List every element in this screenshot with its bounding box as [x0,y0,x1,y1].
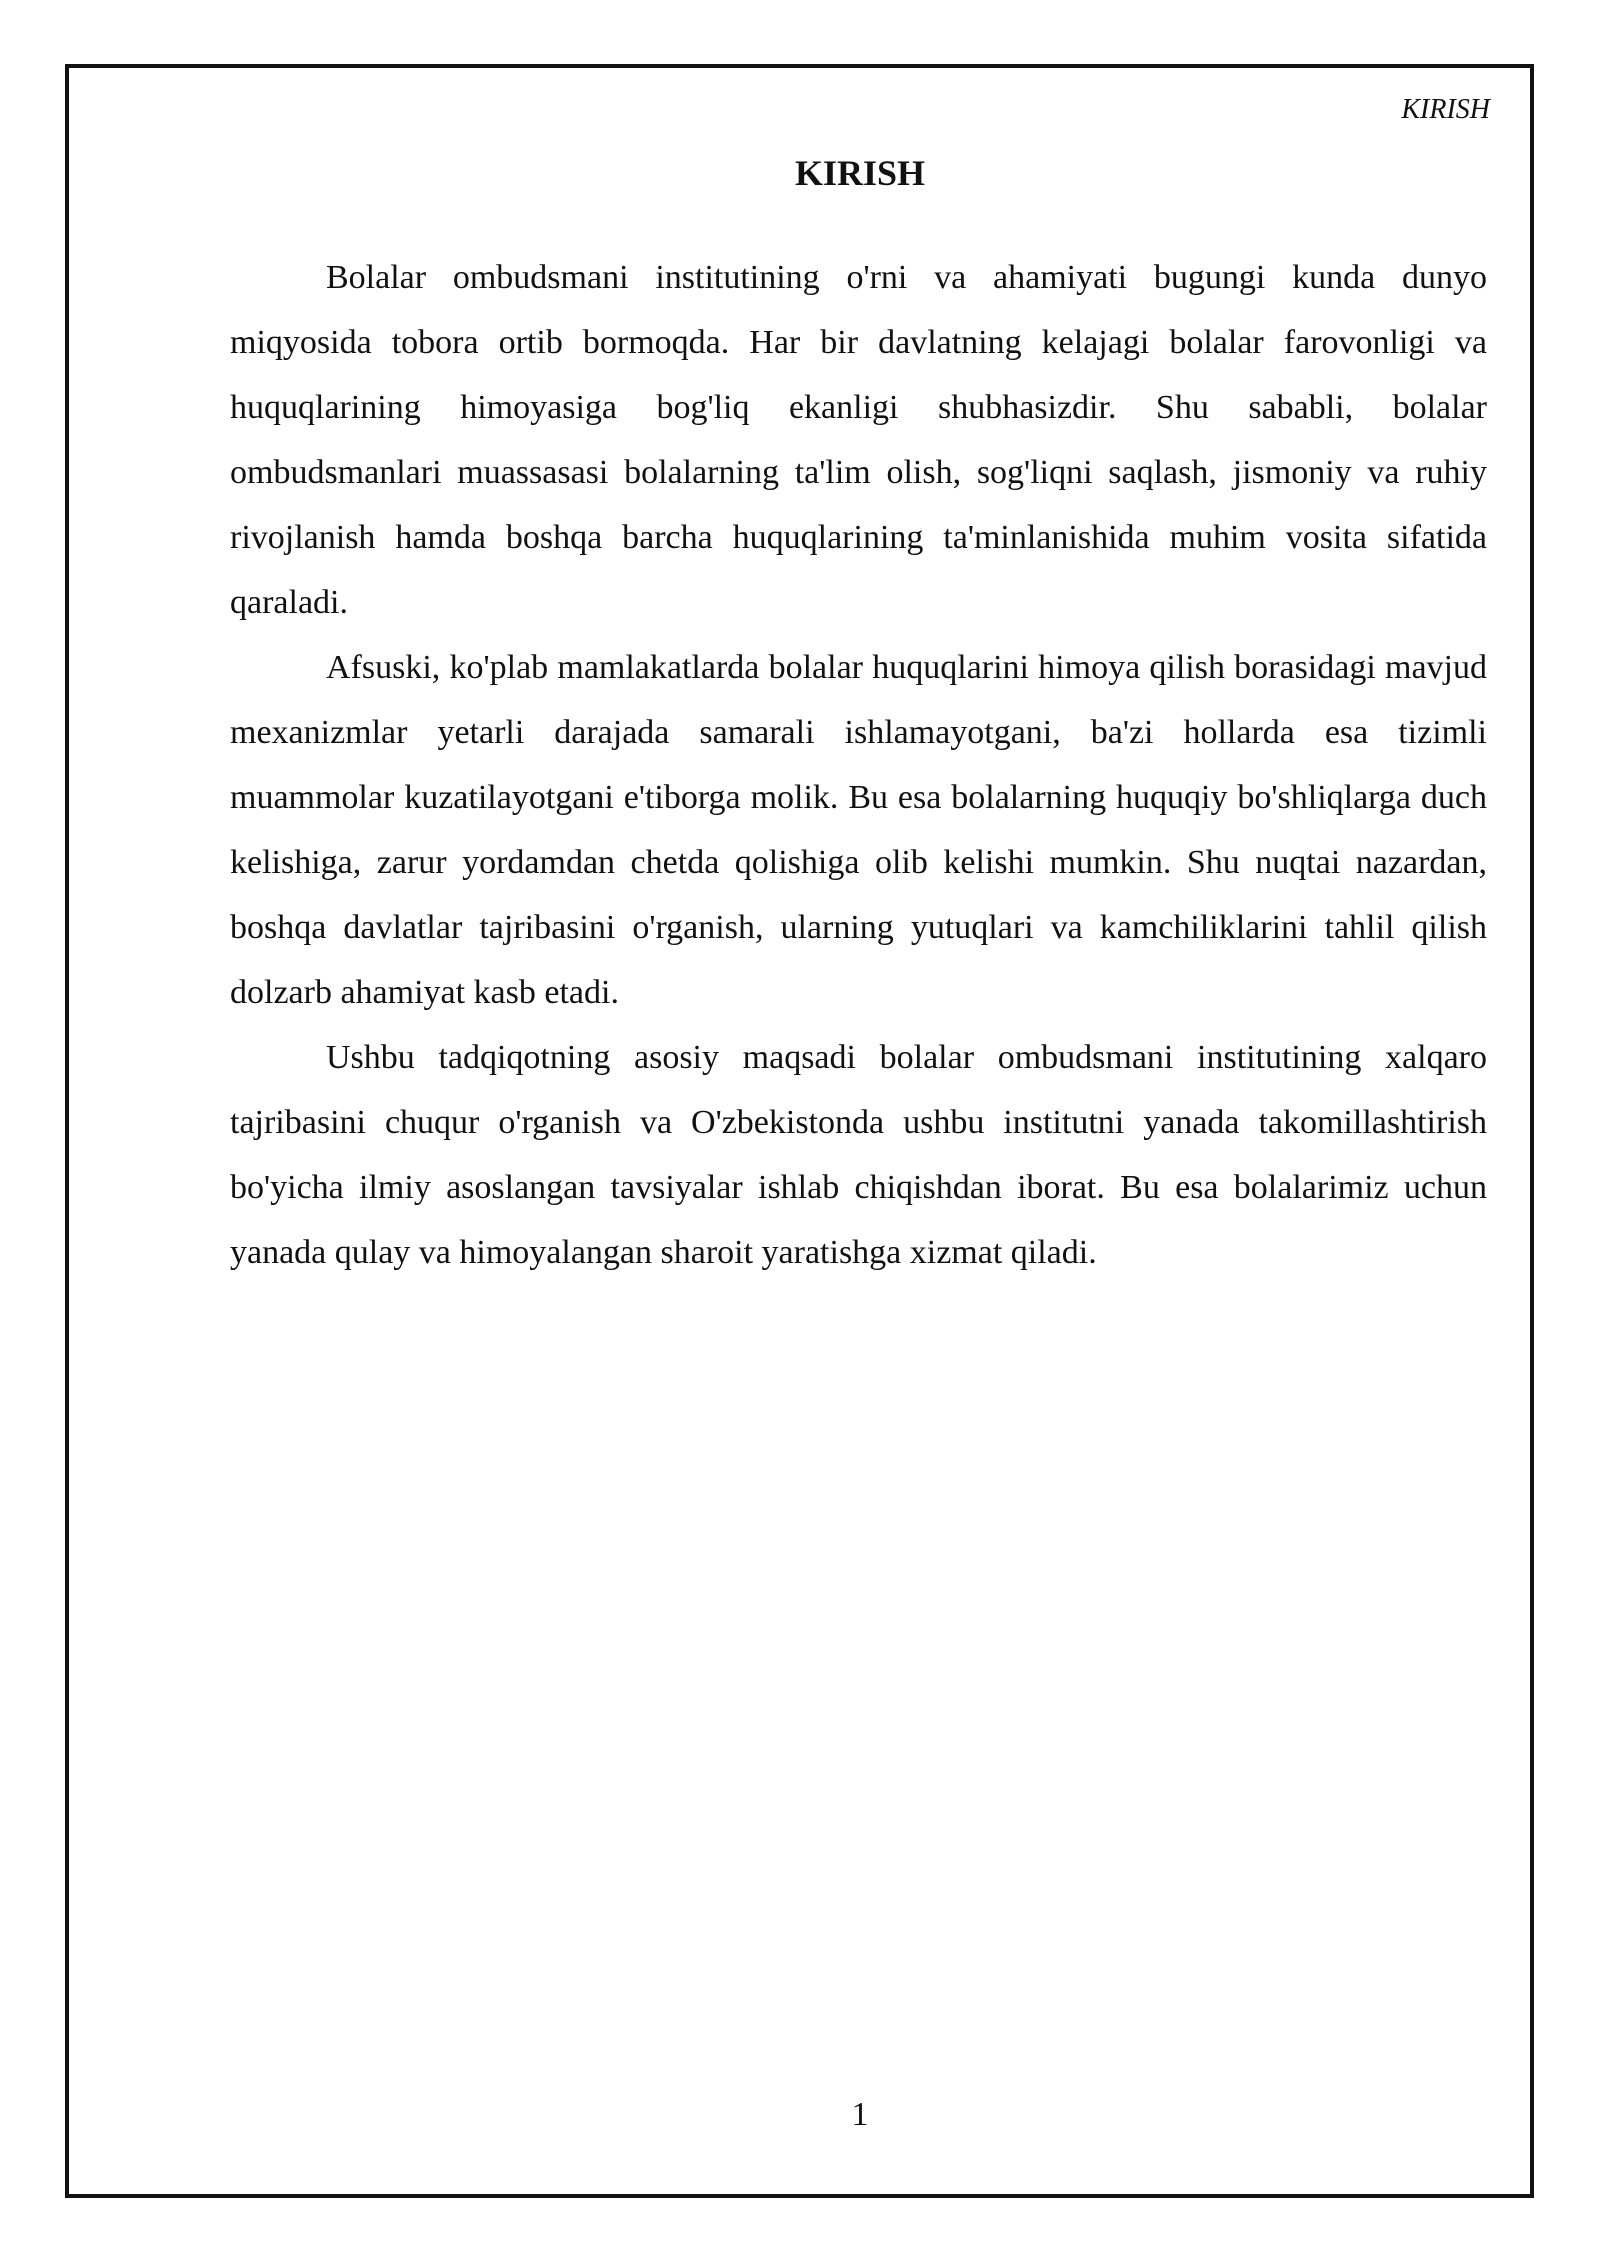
page-number: 1 [851,2096,869,2133]
page-title: KIRISH [794,153,926,193]
paragraph: Afsuski, ko'plab mamlakatlarda bolalar huquqlarini himoya qilish borasidagi mavjud mexanizmlar yetarli darajada samarali ishlamayotgani, ba'zi hollarda esa tizimli muammolar kuzatilayotgani e'tiborga molik. Bu esa bolalarning huquqiy bo'shliqlarga duch kelishiga, zarur yordamdan chetda qolishiga olib kelishi mumkin. Shu nuqtai nazardan, boshqa davlatlar tajribasini o'rganish, ularning yutuqlari va kamchiliklarini tahlil qilish dolzarb ahamiyat kasb etadi. [230,649,1487,1011]
paragraph: Ushbu tadqiqotning asosiy maqsadi bolalar ombudsmani institutining xalqaro tajribasini chuqur o'rganish va O'zbekistonda ushbu institutni yanada takomillashtirish bo'yicha ilmiy asoslangan tavsiyalar ishlab chiqishdan iborat. Bu esa bolalarimiz uchun yanada qulay va himoyalangan sharoit yaratishga xizmat qiladi. [230,1039,1487,1271]
body-text [230,245,1487,1285]
paragraph: Bolalar ombudsmani institutining o'rni va ahamiyati bugungi kunda dunyo miqyosida tobora ortib bormoqda. Har bir davlatning kelajagi bolalar farovonligi va huquqlarining himoyasiga bog'liq ekanligi shubhasizdir. Shu sababli, bolalar ombudsmanlari muassasasi bolalarning ta'lim olish, sog'liqni saqlash, jismoniy va ruhiy rivojlanish hamda boshqa barcha huquqlarining ta'minlanishida muhim vosita sifatida qaraladi. [230,259,1487,621]
running-header: KIRISH [1401,94,1490,125]
